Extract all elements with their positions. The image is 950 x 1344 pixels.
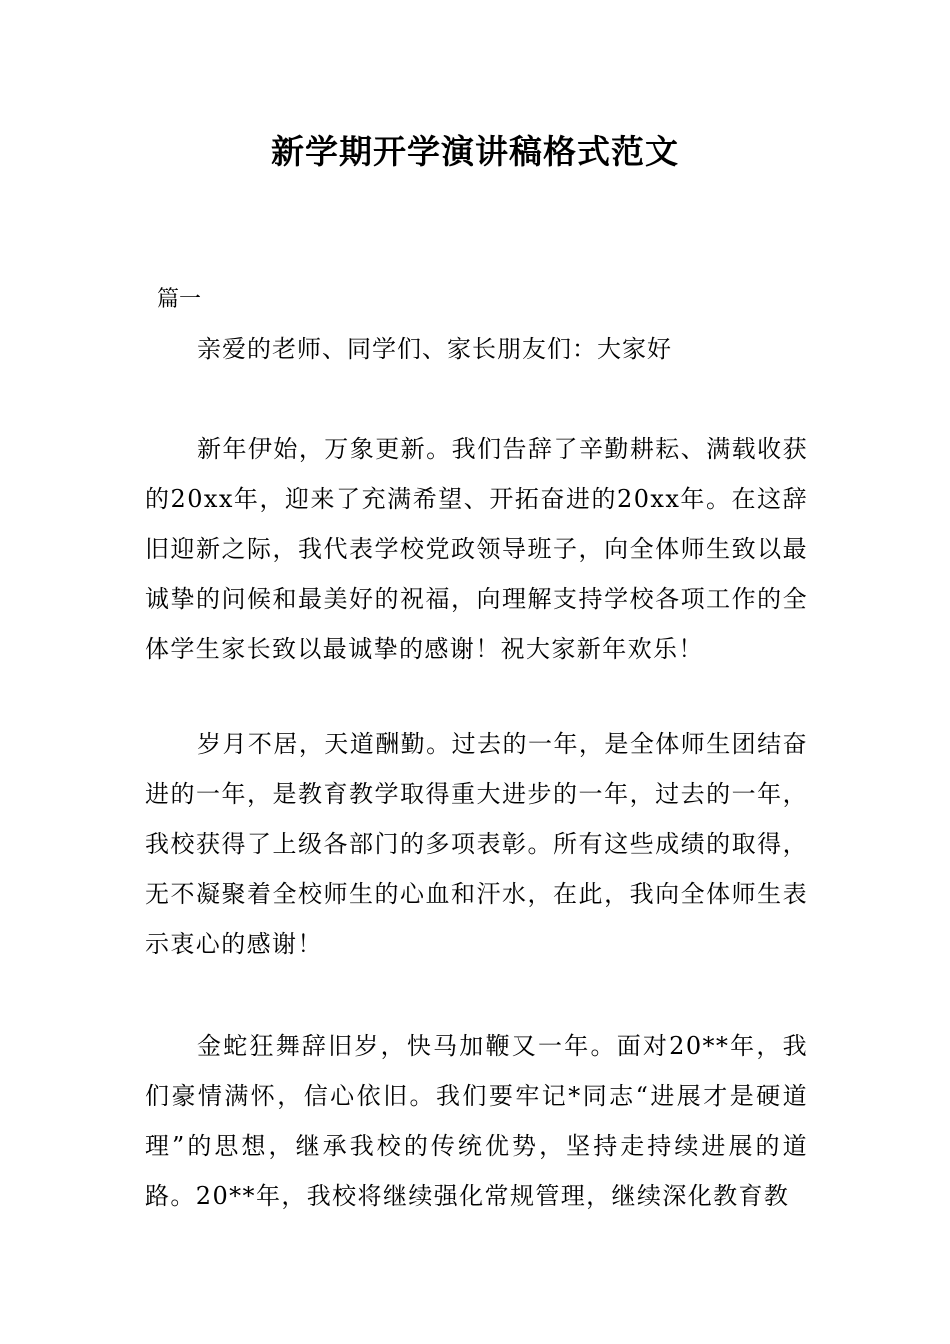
section-label: 篇一 [157,287,202,312]
paragraph-2: 岁月不居，天道酬勤。过去的一年，是全体师生团结奋进的一年，是教育教学取得重大进步的一年，过去的一年，我校获得了上级各部门的多项表彰。所有这些成绩的取得，无不凝聚着全校师生的心血和汗水，在此，我向全体师生表示衷心的感谢！ [145,730,808,958]
paragraph-1: 新年伊始，万象更新。我们告辞了辛勤耕耘、满载收获的20xx年，迎来了充满希望、开拓奋进的20xx年。在这辞旧迎新之际，我代表学校党政领导班子，向全体师生致以最诚挚的问候和最美好的祝福，向理解支持学校各项工作的全体学生家长致以最诚挚的感谢！祝大家新年欢乐！ [145,435,808,663]
document-title: 新学期开学演讲稿格式范文 [271,132,679,171]
salutation: 亲爱的老师、同学们、家长朋友们：大家好 [197,335,672,363]
paragraph-3: 金蛇狂舞辞旧岁，快马加鞭又一年。面对20**年，我们豪情满怀，信心依旧。我们要牢记*同志“进展才是硬道理”的思想，继承我校的传统优势，坚持走持续进展的道路。20**年，我校将继续强化常规管理，继续深化教育教 [145,1032,808,1210]
